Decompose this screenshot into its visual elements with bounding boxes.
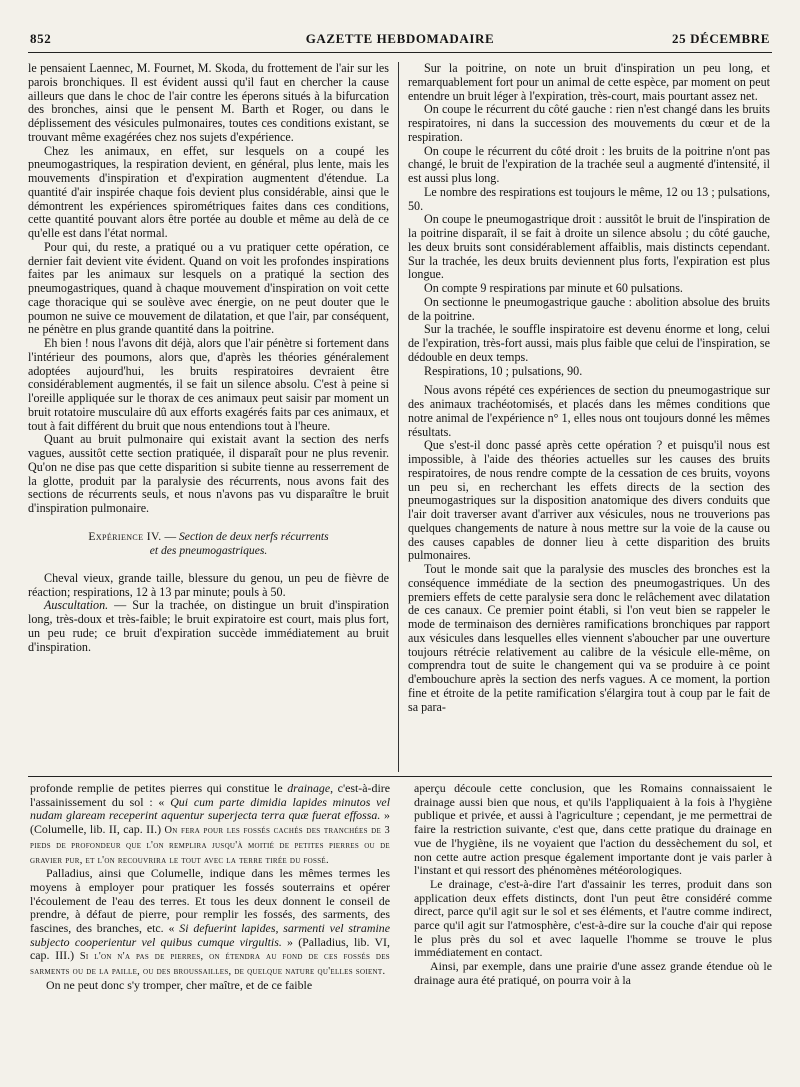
paragraph: Eh bien ! nous l'avons dit déjà, alors que l'air pénètre si fortement dans l'intérieur des poumons, alors que, d'après les théories généralement adoptées aujourd'hui, les bruits respiratoires devraient être considérablement augmentés, il se fait un silence absolu. C'est à peine si l'oreille appliquée sur le thorax de ces animaux peut saisir par moment un bruit rotatoire musculaire dû aux efforts exagérés faits par ces animaux, et tout à fait différent du bruit que nous entendions tout à l'heure. — [28, 336, 389, 433]
paragraph — [28, 599, 389, 654]
bottom-right-column — [414, 782, 772, 1082]
paragraph: On sectionne le pneumogastrique gauche : abolition absolue des bruits de la poitrine. — [408, 294, 770, 323]
experiment-title-line1: Section de deux nerfs récurrents — [179, 529, 329, 543]
experiment-label: Expérience IV. — [88, 529, 162, 543]
text-run: Palladius, ainsi que Columelle, indique dans les mêmes termes les moyens à employer pour pratiquer les fossés souterrains et opérer l'écoulement de l'eau des terres. Et tous les deux donnent le conseil de prendre, à défaut de pierre, pour remplir les fossés, des sarments, des fascines, des branches, etc. « — [30, 866, 390, 936]
bottom-left-column — [30, 782, 390, 1082]
experiment-title-line2: et des pneumogastriques. — [149, 543, 268, 557]
paragraph: Ainsi, par exemple, dans une prairie d'une assez grande étendue où le drainage aura été pratiqué, on pourra voir à la — [414, 959, 772, 987]
paragraph: Que s'est-il donc passé après cette opération ? et puisqu'il nous est impossible, à l'aide des théories actuelles sur les causes des bruits respiratoires, de nous rendre compte de la cessation de ces bruits, voyons un peu si, en recherchant les effets directs de la section des pneumogastriques sur la disposition anatomique des divers conduits que l'air doit traverser avant d'arriver aux vésicules, nous ne trouverions pas quelques changements de nature à nous mettre sur la voie de la cause ou des causes capables de donner lieu à cette disparition des bruits pulmonaires. — [408, 438, 770, 563]
auscultation-text: — Sur la trachée, on distingue un bruit d'inspiration long, très-doux et très-faible; le bruit expiratoire est court, mais plus fort, un peu rude; ce bruit d'expiration succède immédiatement au bruit d'inspiration. — [28, 598, 389, 654]
citation: » (Palladius, lib. VI, cap. III.) — [30, 934, 390, 963]
paragraph: On coupe le récurrent du côté droit : les bruits de la poitrine n'ont pas changé, le bruit de l'expiration de la trachée seul a augmenté d'intensité, il est aussi plus long. — [408, 143, 770, 185]
paragraph: le pensaient Laennec, M. Fournet, M. Skoda, du frottement de l'air sur les parois bronchiques. Il est évident aussi qu'il faut en chercher la cause ailleurs que dans le choc de l'air contre les éperons situés à la bifurcation des bronches, ainsi que le pensent M. Barth et Roger, ou dans le déplissement des vésicules pulmonaires, toutes ces conditions existant, se trouvant même exagérées chez nos sujets d'expérience. — [28, 61, 389, 144]
paragraph: Quant au bruit pulmonaire qui existait avant la section des nerfs vagues, aussitôt cette section pratiquée, il disparaît pour ne plus revenir. Qu'on ne dise pas que cette disparition si subite tienne au resserrement de la glotte, produit par la paralysie des récurrents, nous avons fait des sections de récurrents seuls, et nous n'avons pas vu disparaître le bruit d'inspiration pulmonaire. — [28, 432, 389, 515]
header-rule — [28, 52, 772, 53]
latin-quote: Qui cum parte dimidia lapides minutos vel nudam glaream receperint aquentur superjecta terra quæ fuerat effossa. — [30, 794, 390, 823]
paragraph: Tout le monde sait que la paralysie des muscles des bronches est la conséquence immédiate de la section des pneumogastriques. Un des premiers effets de cette paralysie sera donc le relâchement avec dilatation de ces canaux. Ce premier point établi, si l'on veut bien se rappeler le mode de terminaison des dernières ramifications bronchiques par rapport aux vésicules dans lesquelles elles viennent s'aboucher par une ouverture toujours rétrécie relativement au calibre de la vésicule elle-même, on comprendra tout de suite le changement qui va se produire à ce point d'embouchure après la section des nerfs vagues. A ce moment, la portion fine et étroite de la petite ramification s'élargira tout à coup par le fait de sa para- — [408, 562, 770, 714]
paragraph: On ne peut donc s'y tromper, cher maître, et de ce faible — [46, 977, 313, 992]
citation: » (Columelle, lib. II, cap. II.) — [30, 808, 390, 837]
paragraph: Le nombre des respirations est toujours le même, 12 ou 13 ; pulsations, 50. — [408, 184, 770, 213]
journal-title: GAZETTE HEBDOMADAIRE — [305, 31, 495, 46]
paragraph — [30, 782, 390, 867]
translation: On fera pour les fossés cachés des tranchées de 3 pieds de profondeur que l'on remplira jusqu'à moitié de petites pierres ou de gravier pur, et l'on recouvrira le tout avec la terre tirée du fossé. — [30, 825, 390, 866]
issue-date: 25 DÉCEMBRE — [672, 31, 770, 46]
paragraph: Sur la poitrine, on note un bruit d'inspiration un peu long, et remarquablement fort pour un animal de cette espèce, par moment on peut entendre un bruit léger à l'expiration, très-court, mais pourtant assez net. — [408, 61, 770, 103]
paragraph: Le drainage, c'est-à-dire l'art d'assainir les terres, produit dans son application deux effets distincts, dont l'un peut être considéré comme direct, parce qu'il agit sur le sol et ses éléments, et l'autre comme indirect, parce qu'il agit sur l'atmosphère, c'est-à-dire sur la couche d'air qui repose le plus près du sol et avec laquelle l'homme se trouve le plus immédiatement en contact. — [414, 876, 772, 960]
page-header — [30, 31, 770, 49]
paragraph: aperçu découle cette conclusion, que les Romains connaissaient le drainage aussi bien que nous, et qu'ils l'appliquaient à la fois à l'hygiène publique et privée, et aussi à l'agriculture ; cependant, je me permettrai de faire la restriction suivante, c'est que, dans cette pratique du drainage en vue de l'hygiène, ils ne voyaient que l'action du dessèchement du sol, et non cette autre action presque également importante dont je vais parler à l'instant et qui ressort des phénomènes météorologiques. — [414, 781, 772, 878]
italic-term: drainage — [287, 781, 331, 795]
paragraph: Chez les animaux, en effet, sur lesquels on a coupé les pneumogastriques, la respiration devient, en général, plus lente, mais les mouvements d'inspiration et d'expiration augmentent d'étendue. La quantité d'air inspirée chaque fois devient plus considérable, ainsi que le démontrent les expériences spirométriques faites dans ces conditions, cette quantité pouvant alors être portée au double et même au delà de ce qu'elle est dans l'état normal. — [28, 143, 389, 240]
page-number: 852 — [30, 31, 52, 46]
text-run: , c'est-à-dire l'assainissement du sol : « — [30, 781, 390, 809]
latin-quote: Si defuerint lapides, sarmenti vel stramine subjecto cooperientur vel quibus cumque virgultis. — [30, 921, 390, 949]
section-rule — [28, 776, 772, 777]
paragraph: On coupe le pneumogastrique droit : aussitôt le bruit de l'inspiration de la poitrine disparaît, il se fait à droite un silence absolu ; du côté gauche, les deux bruits sont considérablement affaiblis, mais distincts cependant. Sur la trachée, les deux bruits deviennent plus forts, l'expiration est plus longue. — [408, 212, 770, 282]
paragraph: On coupe le récurrent du côté gauche : rien n'est changé dans les bruits respiratoires, ni dans la succession des mouvements du cœur et de la respiration. — [408, 102, 770, 144]
translation: Si l'on n'a pas de pierres, on étendra au fond de ces fossés des sarments ou de la paille, ou des broussailles, de quelque nature qu'elles soient. — [30, 951, 390, 978]
text-run: profonde remplie de petites pierres qui constitue le — [30, 781, 288, 795]
paragraph: Nous avons répété ces expériences de section du pneumogastrique sur des animaux trachéotomisés, et placés dans les mêmes conditions que notre animal de l'expérience n° 1, elles nous ont toujours donné les mêmes résultats. — [408, 383, 770, 439]
experiment-heading: Expérience IV. — Section de deux nerfs récurrents et des pneumogastriques. — [88, 529, 329, 557]
right-column — [408, 62, 770, 772]
paragraph: Sur la trachée, le souffle inspiratoire est devenu énorme et long, celui de l'expiration, très-fort aussi, mais plus faible que celui de l'inspiration, se dédouble en deux temps. — [408, 322, 770, 364]
paragraph: Cheval vieux, grande taille, blessure du genou, un peu de fièvre de réaction; respirations, 12 à 13 par minute; pouls à 50. — [28, 570, 389, 599]
paragraph: Respirations, 10 ; pulsations, 90. — [424, 363, 583, 378]
paragraph: Pour qui, du reste, a pratiqué ou a vu pratiquer cette opération, ce dernier fait devient vite évident. Quand on voit les profondes inspirations faites par les animaux sur lesquels on a pratiqué la section des pneumogastriques, quand à chaque mouvement d'inspiration on voit cette cage thoracique qui se soulève avec énergie, on ne peut douter que le poumon ne suive ce mouvement de dilatation, et que l'air, par conséquent, ne pénètre en plus grande quantité dans la poitrine. — [28, 239, 389, 337]
paragraph — [30, 867, 390, 979]
left-column — [28, 62, 389, 772]
paragraph: On compte 9 respirations par minute et 60 pulsations. — [424, 281, 683, 295]
column-divider — [398, 62, 399, 772]
auscultation-label: Auscultation. — [44, 598, 109, 613]
